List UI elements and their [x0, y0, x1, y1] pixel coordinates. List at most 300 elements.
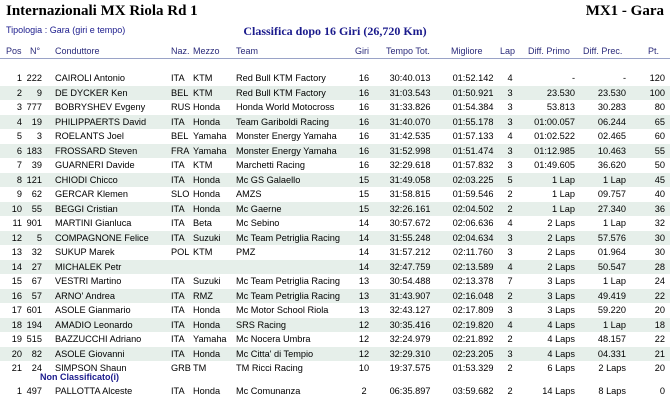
- cell-bike: Honda: [193, 319, 221, 330]
- cell-num: 515: [26, 334, 42, 344]
- cell-num: 497: [26, 386, 42, 396]
- cell-pos: 1: [16, 73, 22, 83]
- event-title: Internazionali MX Riola Rd 1: [6, 3, 198, 19]
- cell-bike: KTM: [193, 73, 213, 83]
- class-title: MX1 - Gara: [585, 3, 664, 19]
- cell-points: 55: [654, 145, 665, 156]
- cell-bike: KTM: [193, 87, 213, 98]
- cell-points: 50: [654, 160, 665, 170]
- cell-num: 24: [31, 363, 42, 373]
- cell-nat: ITA: [171, 334, 185, 344]
- cell-total: 31:33.826: [389, 102, 431, 112]
- cell-num: 5: [36, 232, 42, 243]
- cell-num: 67: [31, 276, 42, 286]
- cell-bike: Yamaha: [193, 334, 227, 344]
- cell-points: 45: [654, 174, 665, 185]
- cell-team: TM Ricci Racing: [236, 363, 303, 373]
- cell-pos: 1: [16, 386, 22, 396]
- table-row: [0, 231, 670, 246]
- cell-pos: 3: [16, 102, 22, 112]
- cell-best: 02:04.634: [452, 232, 494, 243]
- cell-lap: 4: [507, 131, 513, 141]
- cell-num: 183: [26, 145, 42, 156]
- cell-lap: 2: [507, 189, 513, 199]
- col-best: Migliore: [451, 46, 483, 56]
- cell-nat: SLO: [171, 189, 190, 199]
- cell-lap: 3: [507, 348, 513, 359]
- cell-best: 02:13.589: [452, 261, 494, 272]
- cell-team: Monster Energy Yamaha: [236, 145, 337, 156]
- cell-rider: ASOLE Gianmario: [55, 305, 131, 315]
- cell-total: 31:03.543: [389, 87, 431, 98]
- cell-points: 22: [654, 334, 665, 344]
- cell-laps: 16: [358, 131, 370, 141]
- cell-laps: 16: [358, 102, 370, 112]
- cell-best: 02:17.809: [452, 305, 494, 315]
- cell-rider: GUARNERI Davide: [55, 160, 135, 170]
- cell-bike: Honda: [193, 174, 221, 185]
- cell-total: 32:26.161: [389, 203, 431, 214]
- cell-team: Team Gariboldi Racing: [236, 116, 329, 127]
- cell-diff-first: 4 Laps: [547, 334, 575, 344]
- cell-best: 02:21.892: [452, 334, 494, 344]
- cell-points: 100: [649, 87, 665, 98]
- cell-team: Mc Gaerne: [236, 203, 282, 214]
- cell-bike: Suzuki: [193, 276, 221, 286]
- cell-laps: 16: [358, 73, 370, 83]
- cell-nat: ITA: [171, 160, 185, 170]
- cell-nat: ITA: [171, 73, 185, 83]
- cell-team: Mc Team Petriglia Racing: [236, 232, 340, 243]
- cell-points: 36: [654, 203, 665, 214]
- cell-total: 31:43.907: [389, 290, 431, 301]
- cell-total: 32:29.310: [389, 348, 431, 359]
- table-row: [0, 347, 670, 362]
- cell-diff-prev: 01.964: [597, 247, 626, 257]
- table-row: [0, 144, 670, 159]
- cell-best: 02:11.760: [452, 247, 494, 257]
- cell-diff-first: 53.813: [546, 102, 575, 112]
- cell-total: 31:58.815: [389, 189, 431, 199]
- cell-best: 03:59.682: [452, 386, 494, 396]
- cell-rider: CHIODI Chicco: [55, 174, 118, 185]
- cell-diff-prev: 1 Lap: [603, 276, 626, 286]
- results-table: [0, 71, 670, 376]
- cell-bike: Beta: [193, 218, 212, 228]
- cell-diff-prev: 1 Lap: [603, 218, 626, 228]
- cell-nat: ITA: [171, 174, 185, 185]
- cell-rider: ROELANTS Joel: [55, 131, 124, 141]
- cell-lap: 2: [507, 203, 513, 214]
- cell-team: SRS Racing: [236, 319, 287, 330]
- cell-diff-first: 1 Lap: [552, 174, 575, 185]
- table-row: [0, 318, 670, 333]
- cell-bike: Yamaha: [193, 131, 227, 141]
- col-diff-prev: Diff. Prec.: [583, 46, 623, 56]
- table-row: [0, 129, 670, 144]
- table-row: [0, 289, 670, 304]
- cell-diff-prev: 10.463: [597, 145, 626, 156]
- cell-rider: SIMPSON Shaun: [55, 363, 127, 373]
- cell-points: 32: [654, 218, 665, 228]
- cell-bike: KTM: [193, 160, 213, 170]
- cell-pos: 13: [11, 247, 22, 257]
- cell-bike: Honda: [193, 386, 221, 396]
- table-row: [0, 100, 670, 115]
- cell-diff-prev: 02.465: [597, 131, 626, 141]
- cell-num: 121: [26, 174, 42, 185]
- table-row: [0, 115, 670, 130]
- table-row: [0, 303, 670, 318]
- cell-team: Mc Sebino: [236, 218, 280, 228]
- cell-diff-first: 3 Laps: [547, 305, 575, 315]
- cell-diff-first: 3 Laps: [547, 290, 575, 301]
- col-bike: Mezzo: [193, 46, 220, 56]
- cell-pos: 7: [16, 160, 22, 170]
- cell-team: Marchetti Racing: [236, 160, 305, 170]
- cell-bike: Yamaha: [193, 145, 227, 156]
- cell-laps: 13: [358, 290, 370, 301]
- cell-total: 31:57.212: [389, 247, 431, 257]
- cell-points: 28: [654, 261, 665, 272]
- cell-laps: 16: [358, 145, 370, 156]
- cell-nat: ITA: [171, 203, 185, 214]
- cell-diff-prev: 48.157: [597, 334, 626, 344]
- race-type: Tipologia : Gara (giri e tempo): [6, 25, 126, 35]
- cell-rider: VESTRI Martino: [55, 276, 122, 286]
- cell-nat: RUS: [171, 102, 191, 112]
- cell-total: 19:37.575: [389, 363, 431, 373]
- cell-points: 0: [659, 386, 665, 396]
- cell-lap: 7: [507, 276, 513, 286]
- cell-diff-prev: 57.576: [597, 232, 626, 243]
- cell-nat: ITA: [171, 305, 185, 315]
- cell-diff-prev: 09.757: [597, 189, 626, 199]
- cell-rider: DE DYCKER Ken: [55, 87, 128, 98]
- cell-pos: 17: [11, 305, 22, 315]
- cell-pos: 20: [11, 348, 22, 359]
- cell-num: 222: [26, 73, 42, 83]
- cell-num: 777: [26, 102, 42, 112]
- cell-nat: ITA: [171, 348, 185, 359]
- cell-num: 19: [31, 116, 42, 127]
- cell-points: 120: [649, 73, 665, 83]
- cell-total: 30:35.416: [389, 319, 431, 330]
- cell-diff-first: 1 Lap: [552, 203, 575, 214]
- cell-total: 31:40.070: [389, 116, 431, 127]
- cell-points: 30: [654, 232, 665, 243]
- cell-points: 80: [654, 102, 665, 112]
- col-rider: Conduttore: [55, 46, 100, 56]
- cell-pos: 15: [11, 276, 22, 286]
- table-row: [0, 260, 670, 275]
- cell-diff-first: 01:49.605: [534, 160, 575, 170]
- table-row: [0, 384, 670, 399]
- cell-nat: ITA: [171, 276, 185, 286]
- cell-team: Honda World Motocross: [236, 102, 335, 112]
- cell-team: PMZ: [236, 247, 256, 257]
- cell-bike: Honda: [193, 203, 221, 214]
- cell-diff-prev: -: [622, 73, 626, 83]
- cell-best: 01:57.133: [452, 131, 494, 141]
- table-row: [0, 216, 670, 231]
- cell-bike: TM: [193, 363, 207, 373]
- cell-diff-first: 01:02.522: [534, 131, 575, 141]
- cell-diff-prev: 49.419: [597, 290, 626, 301]
- cell-diff-first: 3 Laps: [547, 276, 575, 286]
- cell-num: 3: [36, 131, 42, 141]
- cell-lap: 4: [507, 218, 513, 228]
- cell-team: Mc Team Petriglia Racing: [236, 276, 340, 286]
- cell-diff-first: 01:12.985: [534, 145, 575, 156]
- cell-pos: 2: [16, 87, 22, 98]
- cell-best: 02:23.205: [452, 348, 494, 359]
- cell-points: 60: [654, 131, 665, 141]
- cell-bike: Honda: [193, 305, 221, 315]
- cell-rider: BEGGI Cristian: [55, 203, 118, 214]
- cell-total: 30:40.013: [389, 73, 431, 83]
- cell-total: 31:55.248: [389, 232, 431, 243]
- cell-diff-first: 23.530: [546, 87, 575, 98]
- cell-lap: 2: [507, 334, 513, 344]
- cell-total: 30:54.488: [389, 276, 431, 286]
- cell-rider: GERCAR Klemen: [55, 189, 129, 199]
- table-row: [0, 332, 670, 347]
- cell-laps: 14: [358, 261, 370, 272]
- table-row: [0, 245, 670, 260]
- table-row: [0, 274, 670, 289]
- cell-bike: KTM: [193, 247, 213, 257]
- cell-nat: BEL: [171, 131, 189, 141]
- col-points: Pt.: [648, 46, 660, 56]
- cell-laps: 15: [358, 203, 370, 214]
- cell-pos: 10: [11, 203, 22, 214]
- cell-nat: ITA: [171, 116, 185, 127]
- cell-laps: 15: [358, 189, 370, 199]
- cell-pos: 8: [16, 174, 22, 185]
- cell-laps: 16: [358, 160, 370, 170]
- cell-team: Mc Nocera Umbra: [236, 334, 311, 344]
- cell-best: 02:03.225: [452, 174, 494, 185]
- cell-nat: POL: [171, 247, 190, 257]
- cell-bike: Honda: [193, 116, 221, 127]
- cell-diff-first: 2 Laps: [547, 218, 575, 228]
- col-num: N°: [30, 46, 41, 56]
- non-classified-table: [0, 384, 670, 399]
- cell-team: AMZS: [236, 189, 262, 199]
- cell-nat: ITA: [171, 232, 185, 243]
- cell-nat: GRB: [171, 363, 191, 373]
- cell-laps: 13: [358, 276, 370, 286]
- cell-num: 82: [31, 348, 42, 359]
- cell-pos: 19: [11, 334, 22, 344]
- cell-points: 18: [654, 319, 665, 330]
- cell-pos: 21: [11, 363, 22, 373]
- cell-nat: BEL: [171, 87, 189, 98]
- cell-nat: ITA: [171, 319, 185, 330]
- cell-rider: SUKUP Marek: [55, 247, 115, 257]
- cell-diff-first: 6 Laps: [547, 363, 575, 373]
- col-diff-first: Diff. Primo: [528, 46, 570, 56]
- cell-num: 901: [26, 218, 42, 228]
- cell-num: 32: [31, 247, 42, 257]
- cell-num: 194: [26, 319, 42, 330]
- non-classified-label: Non Classificato(i): [40, 372, 120, 382]
- col-pos: Pos: [6, 46, 22, 56]
- cell-team: Red Bull KTM Factory: [236, 73, 326, 83]
- cell-rider: MICHALEK Petr: [55, 261, 122, 272]
- title-bar: [0, 0, 670, 20]
- cell-bike: Honda: [193, 102, 221, 112]
- cell-pos: 5: [16, 131, 22, 141]
- cell-best: 01:57.832: [452, 160, 494, 170]
- cell-rider: MARTINI Gianluca: [55, 218, 132, 228]
- cell-laps: 10: [358, 363, 370, 373]
- cell-total: 32:29.618: [389, 160, 431, 170]
- cell-diff-prev: 8 Laps: [598, 386, 626, 396]
- cell-lap: 2: [507, 386, 513, 396]
- cell-lap: 3: [507, 145, 513, 156]
- cell-pos: 18: [11, 319, 22, 330]
- cell-laps: 2: [361, 386, 367, 396]
- cell-nat: ITA: [171, 290, 185, 301]
- cell-best: 02:16.048: [452, 290, 494, 301]
- cell-best: 01:50.921: [452, 87, 494, 98]
- cell-diff-first: 2 Laps: [547, 261, 575, 272]
- table-row: [0, 71, 670, 86]
- cell-rider: PALLOTTA Alceste: [55, 386, 133, 396]
- cell-laps: 16: [358, 116, 370, 127]
- cell-team: Mc Team Petriglia Racing: [236, 290, 340, 301]
- cell-diff-prev: 59.220: [597, 305, 626, 315]
- cell-total: 32:47.759: [389, 261, 431, 272]
- cell-rider: CAIROLI Antonio: [55, 73, 125, 83]
- cell-team: Mc Motor School Riola: [236, 305, 329, 315]
- cell-diff-first: 2 Laps: [547, 247, 575, 257]
- cell-diff-prev: 1 Lap: [603, 319, 626, 330]
- column-header-row: [0, 40, 670, 59]
- cell-rider: BOBRYSHEV Evgeny: [55, 102, 146, 112]
- cell-laps: 14: [358, 247, 370, 257]
- cell-points: 22: [654, 290, 665, 301]
- cell-diff-prev: 1 Lap: [603, 174, 626, 185]
- col-total: Tempo Tot.: [386, 46, 430, 56]
- cell-best: 01:52.142: [452, 73, 494, 83]
- cell-lap: 2: [507, 363, 513, 373]
- cell-team: Mc Citta' di Tempio: [236, 348, 314, 359]
- cell-lap: 4: [507, 73, 513, 83]
- cell-nat: ITA: [171, 386, 185, 396]
- cell-diff-prev: 06.244: [597, 116, 626, 127]
- cell-points: 30: [654, 247, 665, 257]
- classification-subtitle: Classifica dopo 16 Giri (26,720 Km): [243, 24, 427, 38]
- cell-diff-prev: 04.331: [597, 348, 626, 359]
- cell-points: 24: [654, 276, 665, 286]
- cell-total: 31:52.998: [389, 145, 431, 156]
- cell-diff-first: 01:00.057: [534, 116, 575, 127]
- table-row: [0, 173, 670, 188]
- cell-nat: FRA: [171, 145, 190, 156]
- cell-rider: BAZZUCCHI Adriano: [55, 334, 142, 344]
- cell-rider: ARNO' Andrea: [55, 290, 115, 301]
- cell-diff-prev: 30.283: [597, 102, 626, 112]
- cell-lap: 4: [507, 319, 513, 330]
- cell-laps: 14: [358, 218, 370, 228]
- cell-laps: 12: [358, 334, 370, 344]
- cell-bike: Suzuki: [193, 232, 221, 243]
- cell-points: 40: [654, 189, 665, 199]
- cell-laps: 15: [358, 174, 370, 185]
- cell-diff-prev: 27.340: [597, 203, 626, 214]
- cell-diff-first: 4 Laps: [547, 319, 575, 330]
- cell-rider: ASOLE Giovanni: [55, 348, 125, 359]
- cell-pos: 11: [12, 218, 22, 228]
- cell-bike: RMZ: [193, 290, 213, 301]
- cell-lap: 3: [507, 116, 513, 127]
- table-row: [0, 187, 670, 202]
- cell-team: Mc GS Galaello: [236, 174, 301, 185]
- cell-best: 01:54.384: [452, 102, 494, 112]
- cell-nat: ITA: [171, 218, 185, 228]
- cell-num: 27: [31, 261, 42, 272]
- cell-total: 31:42.535: [389, 131, 431, 141]
- cell-diff-first: 2 Laps: [547, 232, 575, 243]
- col-nat: Naz.: [171, 46, 190, 56]
- cell-team: Mc Comunanza: [236, 386, 301, 396]
- cell-laps: 16: [358, 87, 370, 98]
- cell-total: 32:24.979: [389, 334, 431, 344]
- cell-laps: 12: [358, 319, 370, 330]
- cell-rider: PHILIPPAERTS David: [55, 116, 147, 127]
- table-row: [0, 86, 670, 101]
- cell-best: 01:53.329: [452, 363, 494, 373]
- cell-lap: 3: [507, 87, 513, 98]
- cell-laps: 14: [358, 232, 370, 243]
- cell-laps: 12: [358, 348, 370, 359]
- cell-pos: 4: [16, 116, 22, 127]
- cell-best: 01:59.546: [452, 189, 494, 199]
- cell-lap: 2: [507, 290, 513, 301]
- cell-num: 62: [31, 189, 42, 199]
- table-row: [0, 202, 670, 217]
- cell-pos: 14: [11, 261, 22, 272]
- cell-total: 30:57.672: [389, 218, 431, 228]
- cell-laps: 13: [358, 305, 370, 315]
- cell-best: 02:04.502: [452, 203, 494, 214]
- cell-team: Monster Energy Yamaha: [236, 131, 337, 141]
- cell-best: 02:06.636: [452, 218, 494, 228]
- cell-diff-first: -: [571, 73, 575, 83]
- cell-lap: 3: [507, 102, 513, 112]
- col-laps: Giri: [355, 46, 369, 56]
- cell-pos: 16: [11, 290, 22, 301]
- cell-bike: Honda: [193, 348, 221, 359]
- cell-points: 21: [654, 348, 665, 359]
- cell-num: 57: [31, 290, 42, 301]
- cell-lap: 5: [507, 174, 513, 185]
- cell-best: 01:55.178: [452, 116, 494, 127]
- cell-num: 9: [36, 87, 42, 98]
- cell-best: 02:13.378: [452, 276, 494, 286]
- cell-pos: 12: [11, 232, 22, 243]
- cell-rider: COMPAGNONE Felice: [55, 232, 149, 243]
- cell-points: 65: [654, 116, 665, 127]
- cell-bike: Honda: [193, 189, 221, 199]
- col-lap: Lap: [500, 46, 516, 56]
- cell-rider: FROSSARD Steven: [55, 145, 138, 156]
- table-row: [0, 158, 670, 173]
- cell-lap: 3: [507, 247, 513, 257]
